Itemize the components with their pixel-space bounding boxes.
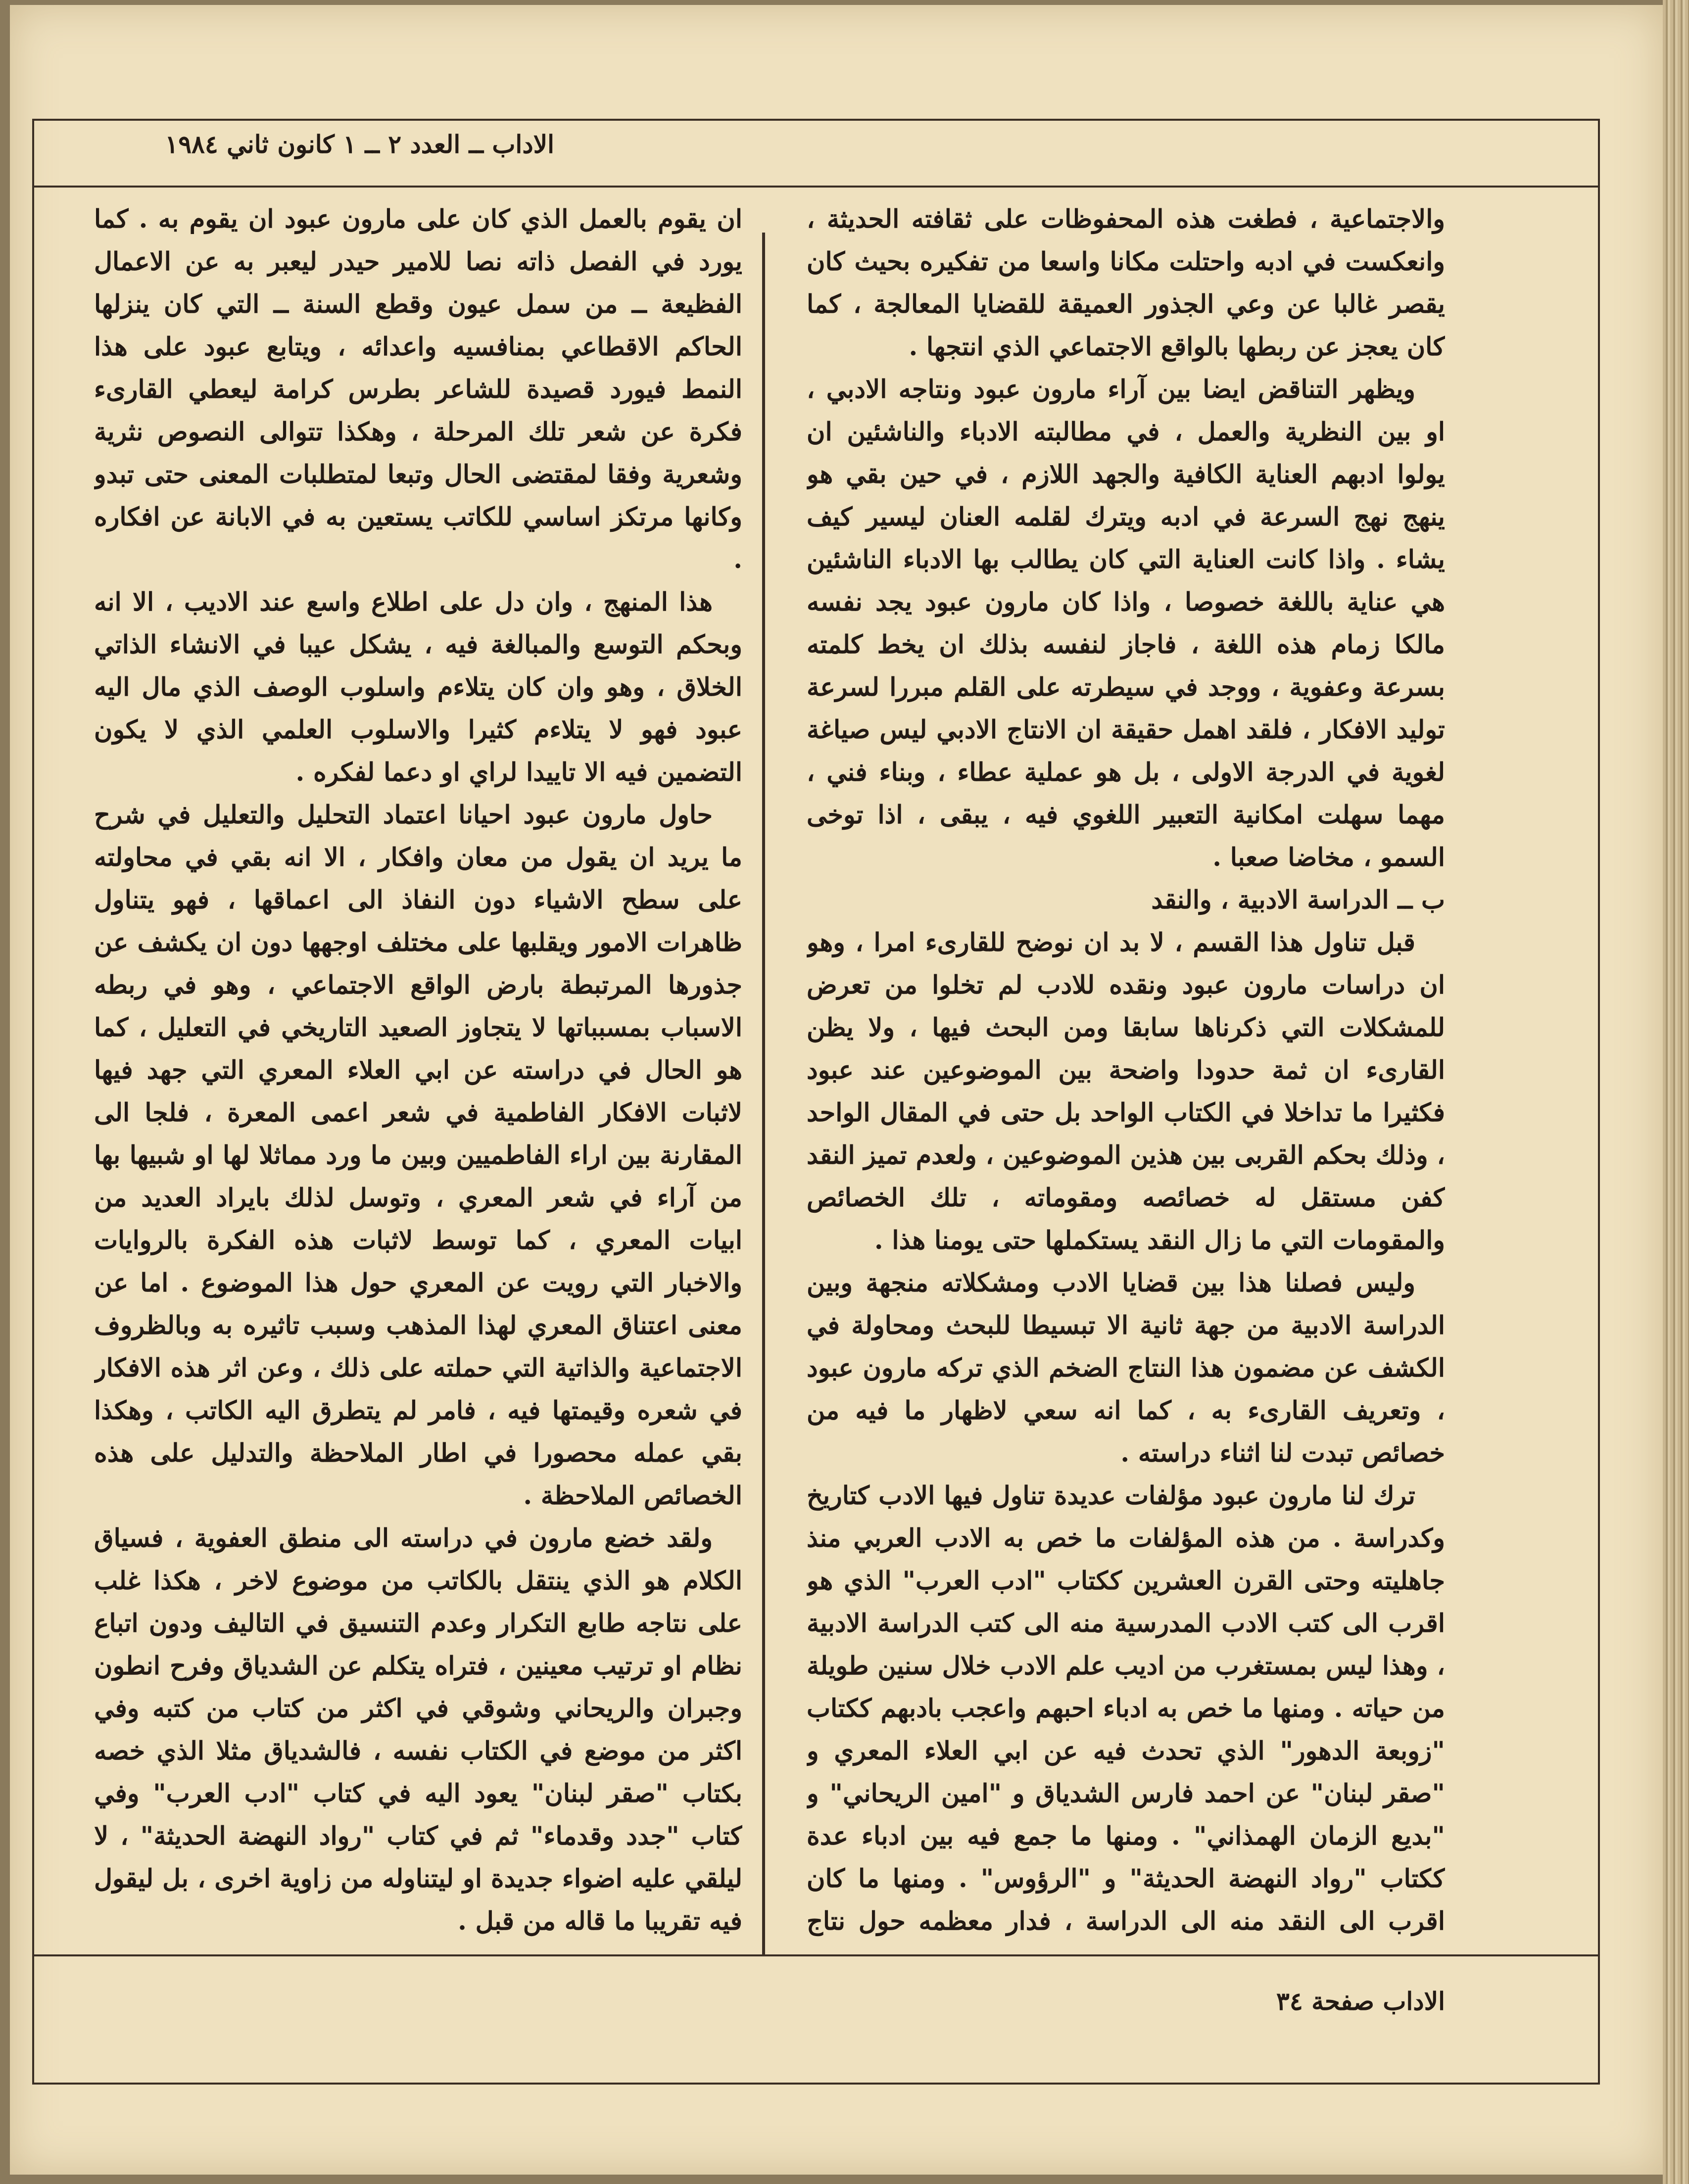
page-footer: الاداب صفحة ٣٤ [1276, 1987, 1445, 2016]
left-column [94, 198, 742, 1949]
running-header: الاداب ــ العدد ٢ ــ ١ كانون ثاني ١٩٨٤ [165, 130, 554, 159]
column-divider [762, 233, 765, 1954]
section-heading: ب ــ الدراسة الادبية ، والنقد [1151, 885, 1445, 915]
page-stack-edge [1663, 0, 1689, 2184]
paragraph: ويظهر التناقض ايضا بين آراء مارون عبود ونتاجه الادبي ، او بين النظرية والعمل ، في مطالبته الادباء والناشئين ان يولوا ادبهم العناية الكافية والجهد اللازم ، في حين بقي هو ينهج نهج السرعة في ادبه ويترك لقلمه العنان ليسير كيف يشاء . واذا كانت العناية التي كان يطالب بها الادباء الناشئين هي عناية باللغة خصوصا ، واذا كان مارون عبود يجد نفسه مالكا زمام هذه اللغة ، فاجاز لنفسه بذلك ان يخط كلمته بسرعة وعفوية ، ووجد في سيطرته على القلم مبررا لسرعة توليد الافكار ، فلقد اهمل حقيقة ان الانتاج الادبي ليس صياغة لغوية في الدرجة الاولى ، بل هو عملية عطاء ، وبناء فني ، مهما سهلت امكانية التعبير اللغوي فيه ، يبقى ، اذا توخى السمو ، مخاضا صعبا . [807, 375, 1445, 872]
paragraph: ولقد خضع مارون في دراسته الى منطق العفوية ، فسياق الكلام هو الذي ينتقل بالكاتب من موضوع لاخر ، هكذا غلب على نتاجه طابع التكرار وعدم التنسيق في التاليف ودون اتباع نظام او ترتيب معينين ، فتراه يتكلم عن الشدياق وفرح انطون وجبران والريحاني وشوقي في اكثر من كتاب من كتبه وفي اكثر من موضع في الكتاب نفسه ، فالشدياق مثلا الذي خصه بكتاب "صقر لبنان" يعود اليه في كتاب "ادب العرب" وفي كتاب "جدد وقدماء" ثم في كتاب "رواد النهضة الحديثة" ، لا ليلقي عليه اضواء جديدة او ليتناوله من زاوية اخرى ، بل ليقول فيه تقريبا ما قاله من قبل . [94, 1523, 742, 1936]
header-rule [32, 186, 1600, 188]
paragraph: وليس فصلنا هذا بين قضايا الادب ومشكلاته منجهة وبين الدراسة الادبية من جهة ثانية الا تبسيطا للبحث ومحاولة في الكشف عن مضمون هذا النتاج الضخم الذي تركه مارون عبود ، وتعريف القارىء به ، كما انه سعي لاظهار ما فيه من خصائص تبدت لنا اثناء دراسته . [807, 1268, 1445, 1468]
paragraph [94, 1943, 742, 1949]
paragraph: هذا المنهج ، وان دل على اطلاع واسع عند الاديب ، الا انه وبحكم التوسع والمبالغة فيه ، يشكل عيبا في الانشاء الذاتي الخلاق ، وهو وان كان يتلاءم واسلوب الوصف الذي مال اليه عبود فهو لا يتلاءم كثيرا والاسلوب العلمي الذي لا يكون التضمين فيه الا تاييدا لراي او دعما لفكره . [94, 587, 742, 787]
paragraph: قبل تناول هذا القسم ، لا بد ان نوضح للقارىء امرا ، وهو ان دراسات مارون عبود ونقده للادب لم تخلوا من تعرض للمشكلات التي ذكرناها سابقا ومن البحث فيها ، ولا يظن القارىء ان ثمة حدودا واضحة بين الموضوعين عند عبود فكثيرا ما تداخلا في الكتاب الواحد بل حتى في المقال الواحد ، وذلك بحكم القربى بين هذين الموضوعين ، ولعدم تميز النقد كفن مستقل له خصائصه ومقوماته ، تلك الخصائص والمقومات التي ما زال النقد يستكملها حتى يومنا هذا . [807, 928, 1445, 1255]
paragraph: ان يقوم بالعمل الذي كان على مارون عبود ان يقوم به . كما يورد في الفصل ذاته نصا للامير حيدر ليعبر به عن الاعمال الفظيعة ــ من سمل عيون وقطع السنة ــ التي كان ينزلها الحاكم الاقطاعي بمنافسيه واعدائه ، ويتابع عبود على هذا النمط فيورد قصيدة للشاعر بطرس كرامة ليعطي القارىء فكرة عن شعر تلك المرحلة ، وهكذا تتوالى النصوص نثرية وشعرية وفقا لمقتضى الحال وتبعا لمتطلبات المعنى حتى تبدو وكانها مرتكز اساسي للكاتب يستعين به في الابانة عن افكاره . [94, 204, 742, 574]
paragraph: والاجتماعية ، فطغت هذه المحفوظات على ثقافته الحديثة ، وانعكست في ادبه واحتلت مكانا واسعا من تفكيره بحيث كان يقصر غالبا عن وعي الجذور العميقة للقضايا المعالجة ، كما كان يعجز عن ربطها بالواقع الاجتماعي الذي انتجها . [807, 204, 1445, 362]
right-column [807, 198, 1445, 1949]
paragraph: ترك لنا مارون عبود مؤلفات عديدة تناول فيها الادب كتاريخ وكدراسة . من هذه المؤلفات ما خص به الادب العربي منذ جاهليته وحتى القرن العشرين ككتاب "ادب العرب" الذي هو اقرب الى كتب الادب المدرسية منه الى كتب الدراسة الادبية ، وهذا ليس بمستغرب من اديب علم الادب خلال سنين طويلة من حياته . ومنها ما خص به ادباء احبهم واعجب بادبهم ككتاب "زوبعة الدهور" الذي تحدث فيه عن ابي العلاء المعري و "صقر لبنان" عن احمد فارس الشدياق و "امين الريحاني" و "بديع الزمان الهمذاني" . ومنها ما جمع فيه بين ادباء عدة ككتاب "رواد النهضة الحديثة" و "الرؤوس" . ومنها ما كان اقرب الى النقد منه الى الدراسة ، فدار معظمه حول نتاج [807, 1481, 1445, 1936]
paragraph: حاول مارون عبود احيانا اعتماد التحليل والتعليل في شرح ما يريد ان يقول من معان وافكار ، الا انه بقي في محاولته على سطح الاشياء دون النفاذ الى اعماقها ، فهو يتناول ظاهرات الامور ويقلبها على مختلف اوجهها دون ان يكشف عن جذورها المرتبطة بارض الواقع الاجتماعي ، وهو في ربطه الاسباب بمسبباتها لا يتجاوز الصعيد التاريخي في التعليل ، كما هو الحال في دراسته عن ابي العلاء المعري التي جهد فيها لاثبات الافكار الفاطمية في شعر اعمى المعرة ، فلجا الى المقارنة بين اراء الفاطميين وبين ما ورد مماثلا لها او شبيها بها من آراء في شعر المعري ، وتوسل لذلك بايراد العديد من ابيات المعري ، كما توسط لاثبات هذه الفكرة بالروايات والاخبار التي رويت عن المعري حول هذا الموضوع . اما عن معنى اعتناق المعري لهذا المذهب وسبب تاثيره به وبالظروف الاجتماعية والذاتية التي حملته على ذلك ، وعن اثر هذه الافكار في شعره وقيمتها فيه ، فامر لم يتطرق اليه الكاتب ، وهكذا بقي عمله محصورا في اطار الملاحظة والتدليل على هذه الخصائص الملاحظة . [94, 800, 742, 1511]
footer-rule [32, 1954, 1600, 1956]
